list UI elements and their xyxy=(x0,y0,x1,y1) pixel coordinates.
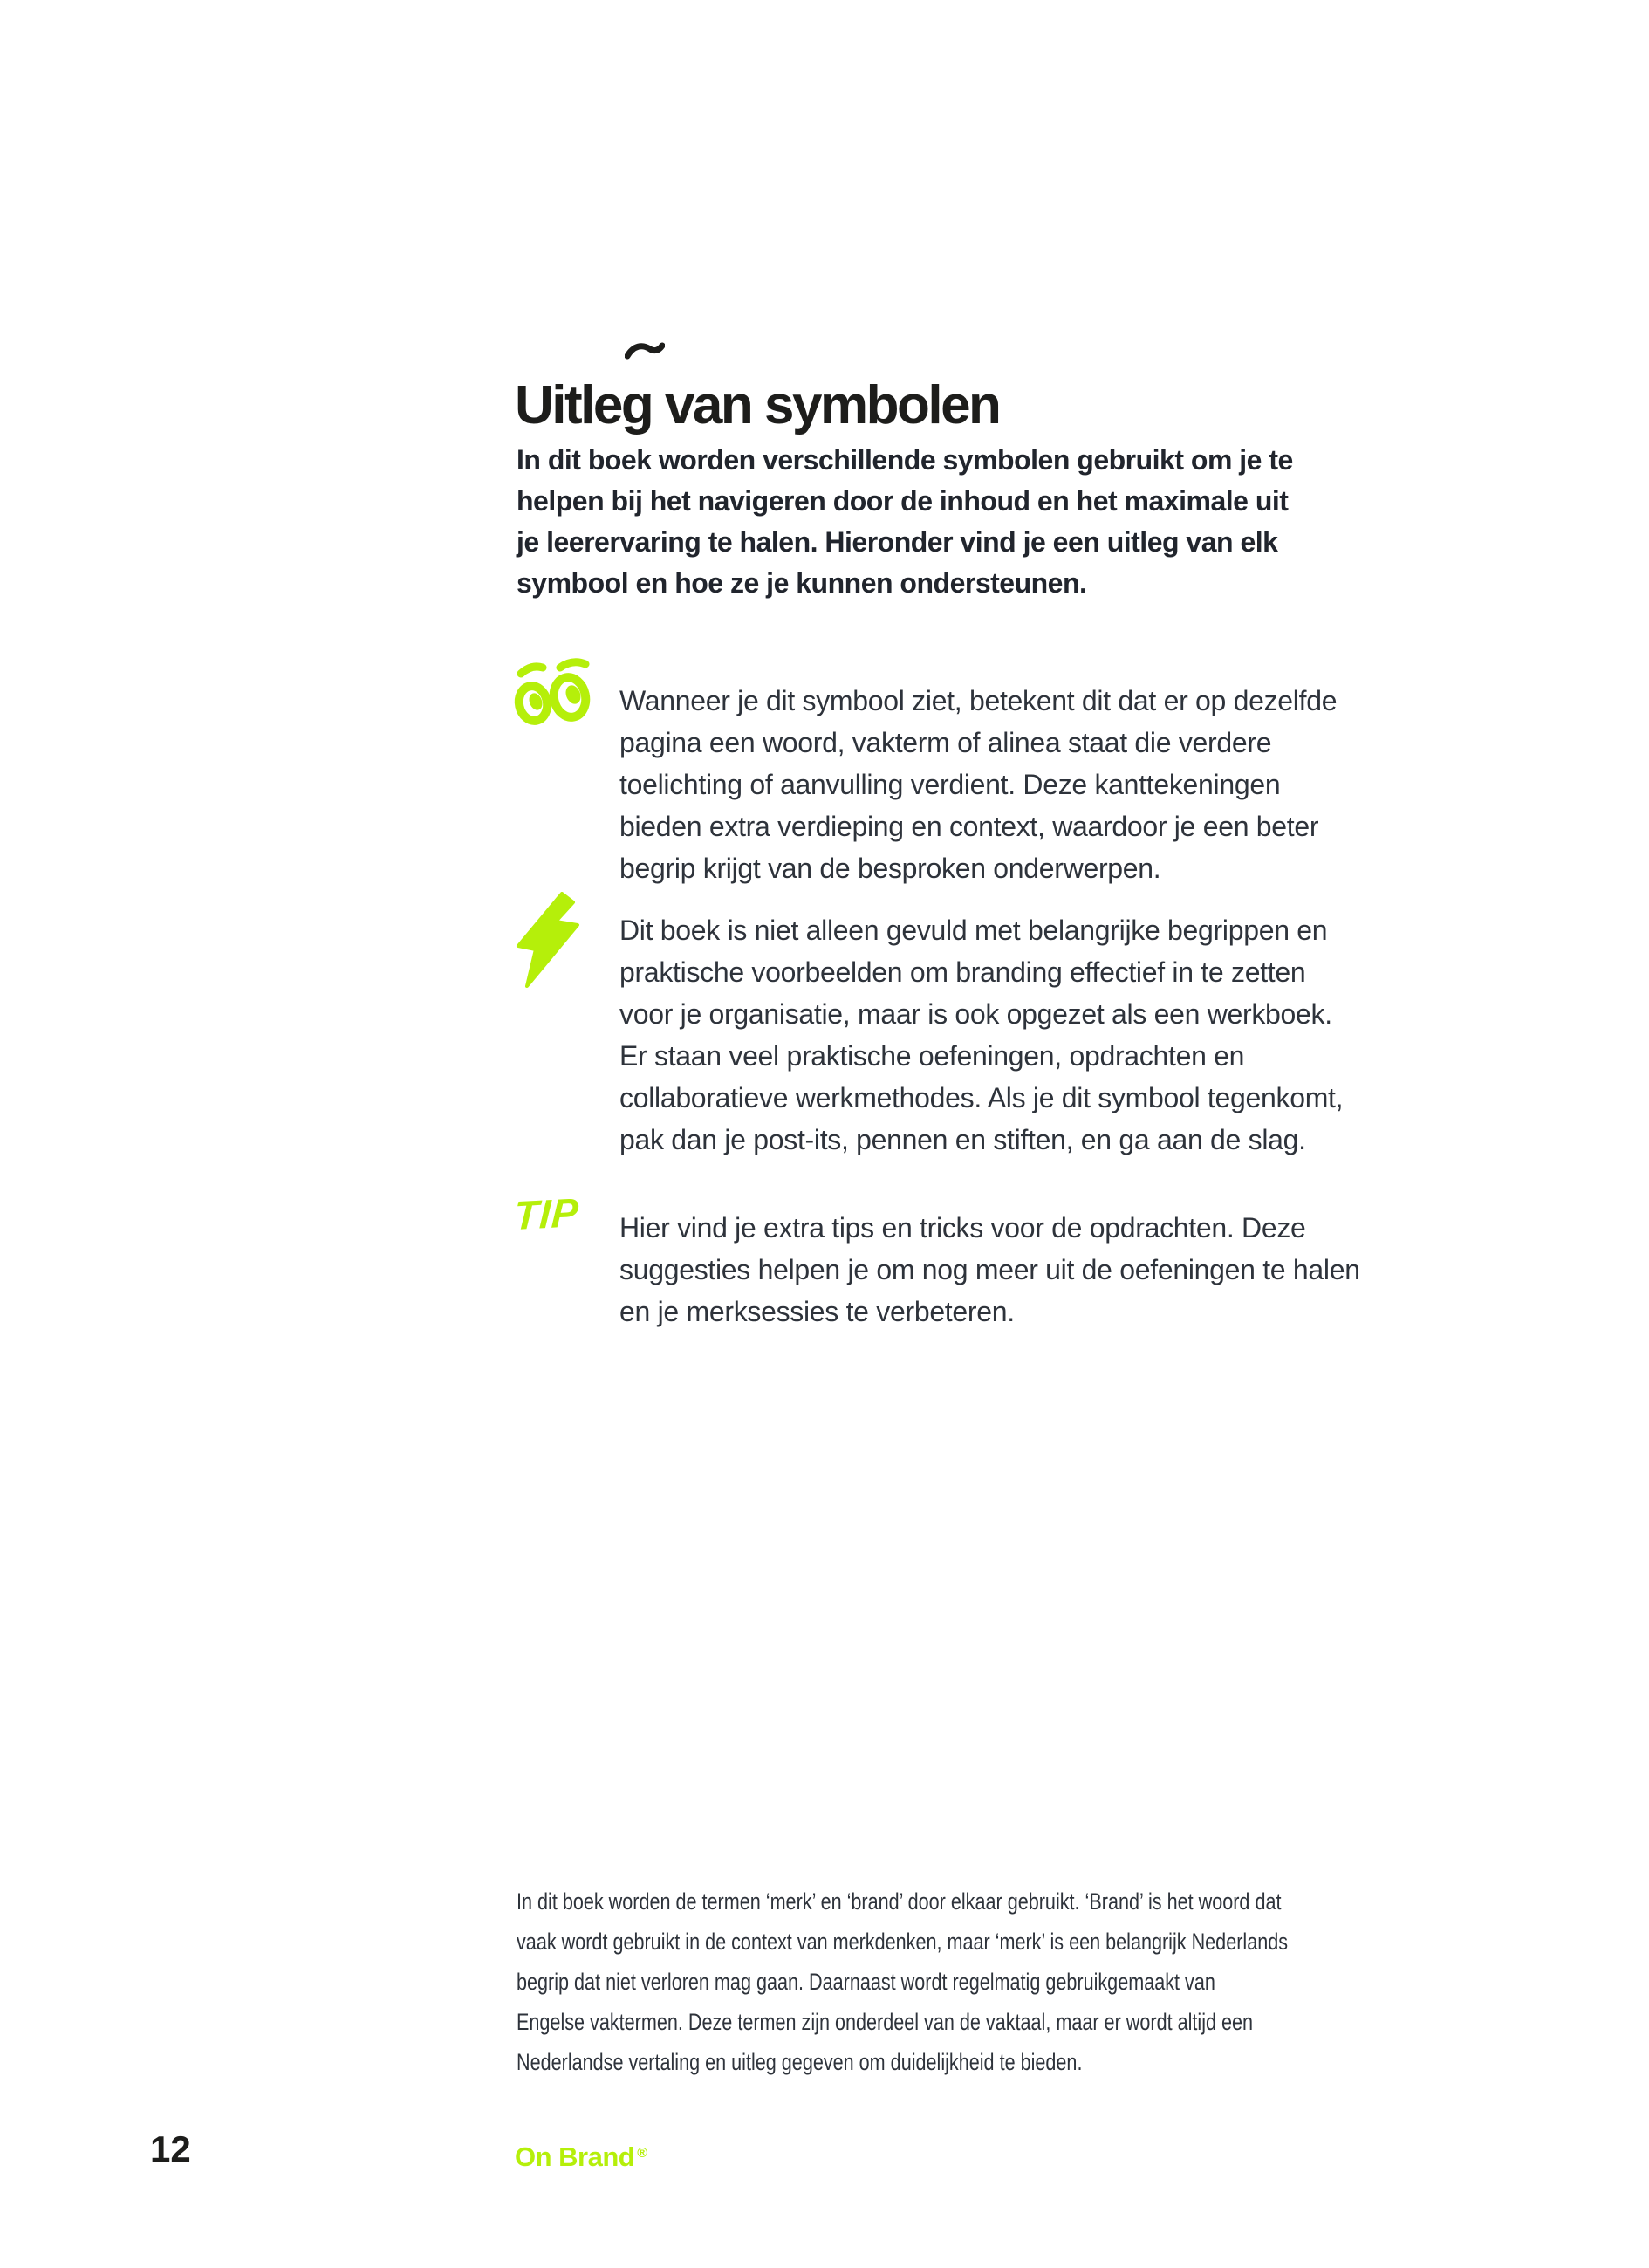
page-number: 12 xyxy=(150,2128,191,2169)
footnote-line: Nederlandse vertaling en uitleg gegeven om duidelijkheid te bieden. xyxy=(517,2049,1083,2075)
paragraph-line: suggesties helpen je om nog meer uit de oefeningen te halen xyxy=(619,1254,1360,1285)
registered-trademark-icon: ® xyxy=(637,2146,648,2161)
footnote-line: In dit boek worden de termen ‘merk’ en ‘brand’ door elkaar gebruikt. ‘Brand’ is het woord dat xyxy=(517,1888,1282,1915)
paragraph-line: toelichting of aanvulling verdient. Deze kanttekeningen xyxy=(619,769,1281,800)
paragraph-line: pak dan je post-its, pennen en stiften, en ga aan de slag. xyxy=(619,1124,1306,1155)
paragraph-line: Hier vind je extra tips en tricks voor de opdrachten. Deze xyxy=(619,1212,1306,1244)
paragraph-line: Dit boek is niet alleen gevuld met belangrijke begrippen en xyxy=(619,915,1328,946)
page-title: Uitleg van symbolen xyxy=(515,374,1000,435)
intro-line: symbool en hoe ze je kunnen ondersteunen. xyxy=(517,567,1087,599)
paragraph-line: bieden extra verdieping en context, waardoor je een beter xyxy=(619,811,1319,842)
paragraph-line: pagina een woord, vakterm of alinea staat die verdere xyxy=(619,727,1272,758)
paragraph-line: en je merksessies te verbeteren. xyxy=(619,1296,1015,1327)
tip-icon: TIP xyxy=(512,1189,581,1239)
paragraph-line: Er staan veel praktische oefeningen, opdrachten en xyxy=(619,1040,1245,1072)
intro-line: In dit boek worden verschillende symbolen gebruikt om je te xyxy=(517,444,1293,476)
footnote-line: begrip dat niet verloren mag gaan. Daarnaast wordt regelmatig gebruikgemaakt van xyxy=(517,1969,1215,1995)
paragraph-line: collaboratieve werkmethodes. Als je dit symbool tegenkomt, xyxy=(619,1082,1344,1113)
symbol-paragraph-tip xyxy=(619,1207,1360,1333)
paragraph-line: begrip krijgt van de besproken onderwerpen. xyxy=(619,853,1161,884)
brand-logo-text: On Brand xyxy=(515,2141,635,2172)
symbol-paragraph-eyes xyxy=(619,680,1337,889)
paragraph-line: voor je organisatie, maar is ook opgezet als een werkboek. xyxy=(619,998,1332,1030)
title-g-flourish xyxy=(625,342,665,361)
symbol-paragraph-lightning xyxy=(619,909,1343,1161)
lightning-icon xyxy=(510,892,583,990)
intro-line: helpen bij het navigeren door de inhoud en het maximale uit xyxy=(517,485,1289,517)
eyes-icon xyxy=(510,658,600,731)
footnote-line: vaak wordt gebruikt in de context van merkdenken, maar ‘merk’ is een belangrijk Nederlands xyxy=(517,1929,1289,1955)
footnote xyxy=(517,1881,1288,2082)
intro-line: je leerervaring te halen. Hieronder vind je een uitleg van elk xyxy=(517,526,1278,558)
footnote-line: Engelse vaktermen. Deze termen zijn onderdeel van de vaktaal, maar er wordt altijd een xyxy=(517,2009,1254,2035)
paragraph-line: Wanneer je dit symbool ziet, betekent dit dat er op dezelfde xyxy=(619,685,1338,716)
intro-paragraph xyxy=(517,440,1293,604)
brand-logo xyxy=(515,2140,647,2170)
paragraph-line: praktische voorbeelden om branding effectief in te zetten xyxy=(619,956,1306,988)
